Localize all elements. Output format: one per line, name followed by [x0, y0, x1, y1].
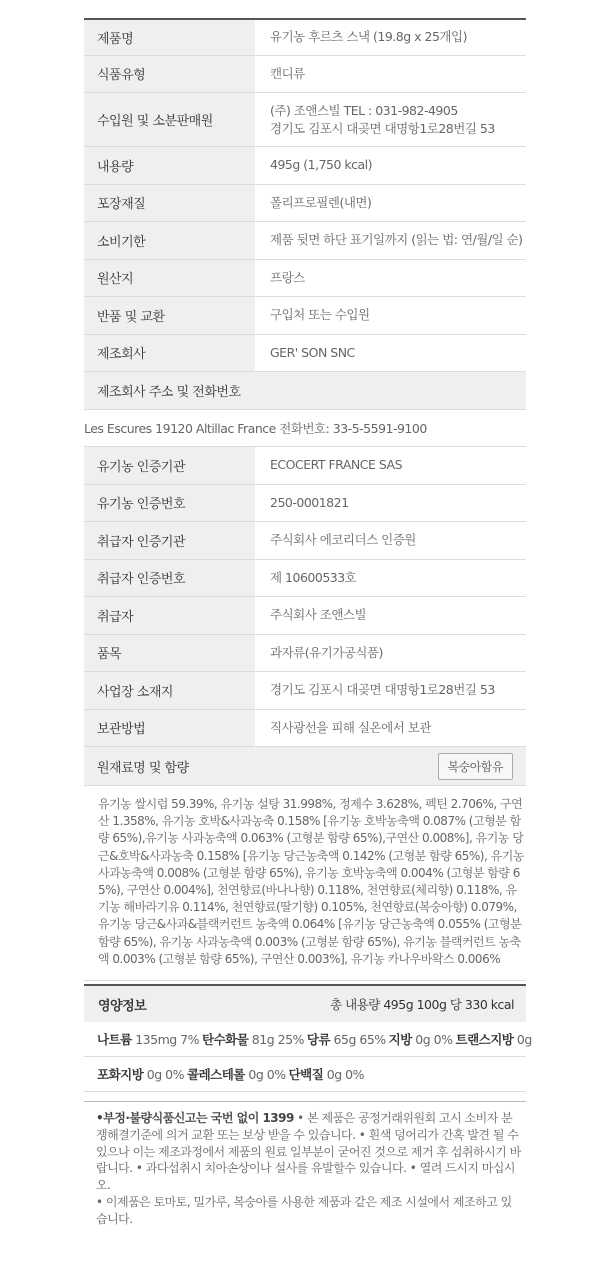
info-label: 제품명: [84, 20, 255, 55]
notice-paragraph-2: • 이제품은 토마토, 밀가루, 복숭아를 사용한 제품과 같은 제조 시설에서 제조하고 있습니다.: [96, 1195, 512, 1226]
nutrient-amount: 81g 25%: [251, 1032, 304, 1048]
info-value: 495g (1,750 kcal): [270, 157, 373, 173]
nutrient-amount: 0g 0%: [248, 1067, 286, 1083]
info-value: 유기농 후르츠 스낵 (19.8g x 25개입): [270, 29, 467, 45]
nutrient-name: 콜레스테롤: [187, 1067, 245, 1083]
nutrient-trans-fat: [456, 1030, 532, 1048]
nutrient-saturated-fat: [97, 1065, 184, 1083]
nutrient-sodium: [97, 1030, 199, 1048]
info-row-business-location: [84, 672, 526, 710]
info-value: 주식회사 조앤스빌: [270, 607, 367, 623]
info-value: 과자류(유기가공식품): [270, 644, 383, 660]
info-row-origin: [84, 260, 526, 298]
info-label: 제조회사 주소 및 전화번호: [84, 372, 526, 409]
info-row-organic-certifier: [84, 447, 526, 485]
info-label: 수입원 및 소분판매원: [84, 93, 255, 146]
info-value: 캔디류: [270, 65, 305, 81]
info-value: ECOCERT FRANCE SAS: [270, 457, 402, 473]
info-row-packaging: [84, 185, 526, 223]
ingredients-title: 원재료명 및 함량: [97, 760, 189, 776]
info-value: 구입처 또는 수입원: [270, 307, 370, 323]
info-label: 유기농 인증기관: [84, 447, 255, 484]
info-value: 폴리프로필렌(내면): [270, 194, 372, 210]
info-label: 사업장 소재지: [84, 672, 255, 709]
info-value: 250-0001821: [270, 494, 349, 510]
nutrient-amount: 65g 65%: [333, 1032, 386, 1048]
notice-hotline: •부정·불량식품신고는 국번 없이 1399: [96, 1111, 294, 1126]
importer-contact: (주) 조앤스빌 TEL : 031-982-4905: [270, 102, 458, 118]
info-label: 유기농 인증번호: [84, 485, 255, 522]
info-row-handler: [84, 597, 526, 635]
info-row-net-content: [84, 147, 526, 185]
nutrient-cholesterol: [187, 1065, 286, 1083]
manufacturer-address-value: Les Escures 19120 Altillac France 전화번호: 33-5-5591-9100: [84, 421, 427, 436]
info-label: 취급자: [84, 597, 255, 634]
info-row-food-type: [84, 56, 526, 94]
nutrient-name: 나트륨: [97, 1032, 132, 1048]
info-value: 제품 뒷면 하단 표기일까지 (읽는 법: 연/월/일 순): [270, 232, 523, 248]
info-label: 소비기한: [84, 222, 255, 259]
nutrient-sugar: [307, 1030, 386, 1048]
info-label: 보관방법: [84, 710, 255, 747]
manufacturer-address-row: [84, 410, 526, 447]
nutrient-amount: 0g 0%: [326, 1067, 364, 1083]
product-info-sheet: [84, 18, 532, 1228]
info-value: 직사광선을 피해 실온에서 보관: [270, 719, 431, 735]
info-row-organic-cert-number: [84, 485, 526, 523]
nutrition-row-2: [84, 1057, 526, 1092]
nutrient-amount: 0g 0%: [146, 1067, 184, 1083]
info-label: 취급자 인증기관: [84, 522, 255, 559]
nutrient-amount: 135mg 7%: [135, 1032, 199, 1048]
nutrition-row-1: [84, 1022, 532, 1057]
nutrient-carbohydrate: [202, 1030, 304, 1048]
info-row-handler-cert-number: [84, 560, 526, 598]
info-label: 포장재질: [84, 185, 255, 222]
info-row-product-name: [84, 18, 526, 56]
importer-address: 경기도 김포시 대곶면 대명항1로28번길 53: [270, 120, 495, 136]
nutrient-protein: [289, 1065, 364, 1083]
info-row-importer: [84, 93, 526, 147]
info-row-manufacturer: [84, 335, 526, 373]
info-value: 주식회사 에코리더스 인증원: [270, 532, 416, 548]
notice-paragraph-1: [96, 1110, 522, 1194]
info-label: 식품유형: [84, 56, 255, 93]
info-row-returns: [84, 297, 526, 335]
info-label: 반품 및 교환: [84, 297, 255, 334]
info-row-storage: [84, 710, 526, 748]
nutrient-name: 단백질: [288, 1067, 324, 1083]
nutrition-header: [84, 984, 526, 1022]
info-value: [255, 93, 526, 146]
nutrient-name: 트랜스지방: [455, 1032, 514, 1048]
info-label: 내용량: [84, 147, 255, 184]
manufacturer-address-header: [84, 372, 526, 410]
info-label: 취급자 인증번호: [84, 560, 255, 597]
info-label: 품목: [84, 635, 255, 672]
nutrient-name: 지방: [388, 1032, 412, 1048]
nutrient-name: 당류: [306, 1032, 331, 1048]
info-value: GER' SON SNC: [270, 344, 355, 360]
nutrition-summary: 총 내용량 495g 100g 당 330 kcal: [330, 997, 514, 1013]
consumer-notice: [84, 1101, 526, 1228]
ingredients-text: 유기농 쌀시럽 59.39%, 유기농 설탕 31.998%, 정제수 3.628%, 펙틴 2.706%, 구연산 1.358%, 유기농 호박&사과농축 0.158% [유기농 호박농축액 0.087% (고형분 함량 65%),유기농 사과농축액 0.063% (고형분 함량 65%),구연산 0.008%], 유기농 당근&호박&사과농축 0.158% [유기농 당근농축액 0.142% (고형분 함량 65%), 유기농 사과농축액 0.008% (고형분 함량 65%), 유기농 호박농축액 0.004% (고형분 함량 65%), 구연산 0.004%], 천연향료(바나나향) 0.118%, 천연향료(체리향) 0.118%, 유기농 해바라기유 0.114%, 천연향료(딸기향) 0.105%, 천연향료(복숭아향) 0.079%, 유기농 당근&사과&블랙커런트 농축액 0.064% [유기농 당근농축액 0.055% (고형분 함량 65%), 유기농 사과농축액 0.003% (고형분 함량 65%), 유기농 블랙커런트 농축액 0.003% (고형분 함량 65%), 구연산 0.003%], 유기농 카나우바왁스 0.006%: [84, 786, 526, 981]
info-label: 원산지: [84, 260, 255, 297]
nutrient-amount: 0g: [516, 1032, 532, 1048]
info-value: 프랑스: [270, 269, 305, 285]
info-row-handler-certifier: [84, 522, 526, 560]
info-row-item-category: [84, 635, 526, 673]
notice-body: • 본 제품은 공정거래위원회 고시 소비자 분쟁해결기준에 의거 교환 또는 보상 받을 수 있습니다. • 흰색 덩어리가 간혹 발견 될 수 있으나 이는 제조과정에서 제품의 원료 일부분이 굳어진 것으로 제거 후 섭취하시기 바랍니다. • 과다섭취시 치아손상이나 설사를 유발할수 있습니다. • 열려 드시지 마십시오.: [96, 1111, 521, 1193]
nutrient-name: 탄수화물: [202, 1032, 249, 1048]
nutrient-name: 포화지방: [97, 1067, 144, 1083]
nutrient-amount: 0g 0%: [415, 1032, 453, 1048]
nutrition-title: 영양정보: [98, 998, 147, 1014]
info-row-expiry: [84, 222, 526, 260]
info-label: 제조회사: [84, 335, 255, 372]
allergen-peach-button[interactable]: 복숭아함유: [438, 753, 513, 780]
info-value: 제 10600533호: [270, 569, 357, 585]
ingredients-header: [84, 747, 526, 786]
nutrient-fat: [389, 1030, 453, 1048]
info-value: 경기도 김포시 대곶면 대명항1로28번길 53: [270, 682, 495, 698]
